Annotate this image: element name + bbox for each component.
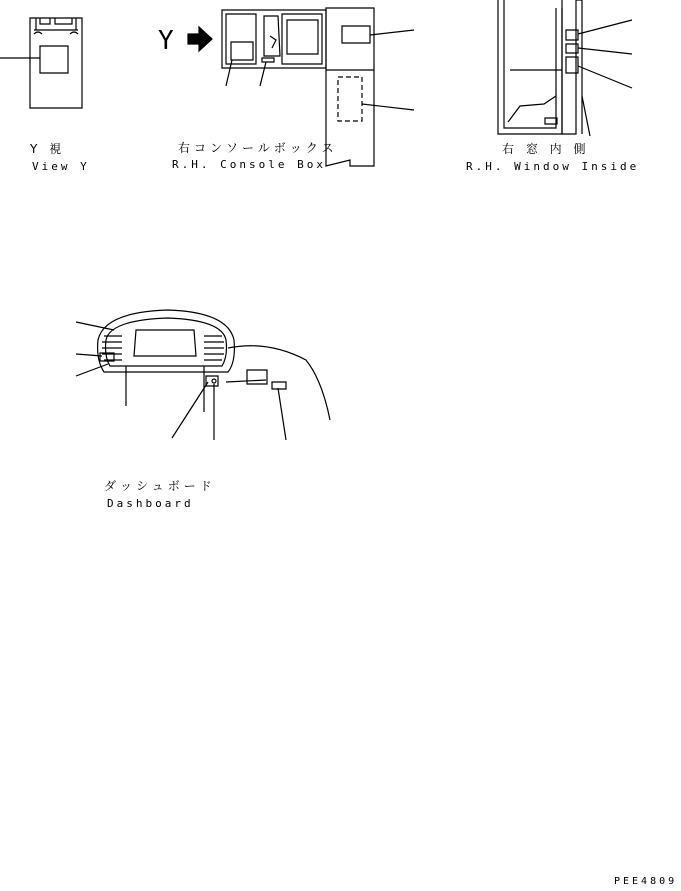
view-y-arrow-letter: Y [158, 26, 174, 56]
direction-arrow-icon [188, 27, 212, 51]
leader-line [278, 388, 286, 440]
leader-line [76, 322, 114, 330]
dashboard-title-jp: ダッシュボード [104, 479, 216, 493]
leader-line [370, 30, 414, 35]
console-label-d [338, 77, 362, 121]
leader-line [260, 62, 266, 86]
console-label-a [231, 42, 253, 60]
window-title-en: R.H. Window Inside [466, 160, 640, 173]
dash-label-c [247, 370, 267, 384]
view-y-label-plate [40, 46, 68, 73]
leader-line [578, 20, 632, 34]
window-inside [498, 0, 632, 136]
dash-label-d [272, 382, 286, 389]
console-label-b [262, 58, 274, 62]
leader-line [362, 104, 414, 110]
leader-line [172, 382, 208, 438]
leader-line [226, 380, 266, 382]
console-label-c [342, 26, 370, 43]
dashboard-title-en: Dashboard [107, 497, 194, 510]
view-y-title-jp: Y 視 [30, 142, 66, 156]
leader-line [582, 96, 590, 136]
reference-code: PEE4809 [614, 876, 678, 887]
dashboard [76, 310, 330, 440]
console-title-en: R.H. Console Box [172, 158, 326, 171]
leader-line [578, 66, 632, 88]
window-title-jp: 右 窓 内 側 [502, 142, 590, 156]
leader-line [578, 48, 632, 54]
console-title-jp: 右コンソールボックス [178, 141, 338, 155]
view-y-panel [0, 18, 82, 108]
view-y-title-en: View Y [32, 160, 90, 173]
